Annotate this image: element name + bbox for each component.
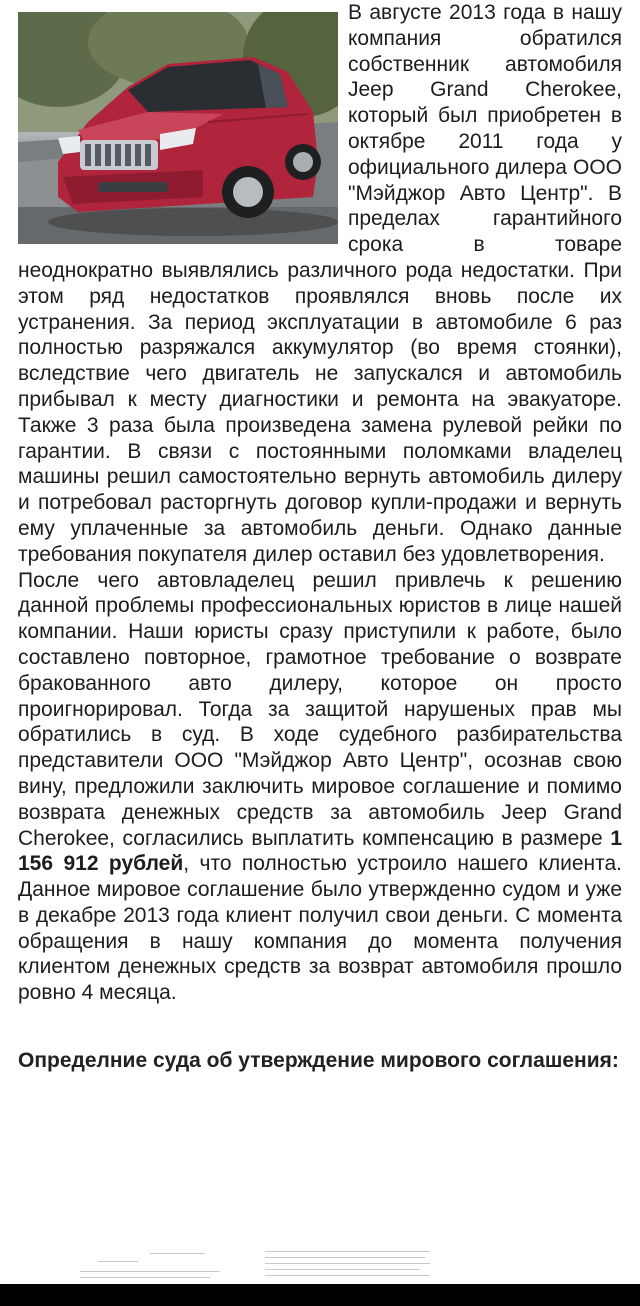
paragraph-outcome <box>18 568 622 1007</box>
court-document-preview[interactable] <box>70 1243 440 1283</box>
car-photo <box>18 12 338 244</box>
document-page-left <box>70 1247 230 1283</box>
car-illustration <box>18 12 338 244</box>
court-decision-heading: Определние суда об утверждение мирового соглашения: <box>18 1049 619 1073</box>
paragraph-intro: В августе 2013 года в нашу компания обратился собственник автомобиля Jeep Grand Cherokee, который был приобретен в октябре 2011 года у официального дилера ООО "Мэйджор Авто Центр". В пределах гарантийного срока в товаре неоднократно выявлялись различного рода недостатки. При этом ряд недостатков проявлялся вновь после их устранения. За период эксплуатации в автомобиле 6 раз полностью разряжался аккумулятор (во время стоянки), вследствие чего двигатель не запускался и автомобиль прибывал к месту диагностики и ремонта на эвакуаторе. Также 3 раза была произведена замена рулевой рейки по гарантии. В связи с постоянными поломками владелец машины решил самостоятельно вернуть автомобиль дилеру и потребовал расторгнуть договор купли-продажи и вернуть ему уплаченные за автомобиль деньги. Однако данные требования покупателя дилер оставил без удовлетворения. <box>18 1 622 566</box>
paragraph-outcome-text-2: , что полностью устроило нашего клиента. Данное мировое соглашение было утвержденно судом и уже в декабре 2013 года клиент получил свои деньги. С момента обращения в нашу компания до момента получения клиентом денежных средств за возврат автомобиля прошло ровно 4 месяца. <box>18 852 622 1005</box>
compensation-amount: 1 156 912 рублей <box>18 826 622 876</box>
document-page-right <box>260 1247 435 1283</box>
system-navigation-bar <box>0 1284 640 1306</box>
article <box>18 0 622 1074</box>
paragraph-outcome-text-1: После чего автовладелец решил привлечь к решению данной проблемы профессиональных юристов в лице нашей компании. Наши юристы сразу приступили к работе, было составлено повторное, грамотное требование о возврате бракованного авто дилеру, которое он просто проигнорировал. Тогда за защитой нарушеных прав мы обратились в суд. В ходе судебного разбирательства представители ООО "Мэйджор Авто Центр", осознав свою вину, предложили заключить мировое соглашение и помимо возврата денежных средств за автомобиль Jeep Grand Cherokee, согласились выплатить компенсацию в размере <box>18 568 622 850</box>
